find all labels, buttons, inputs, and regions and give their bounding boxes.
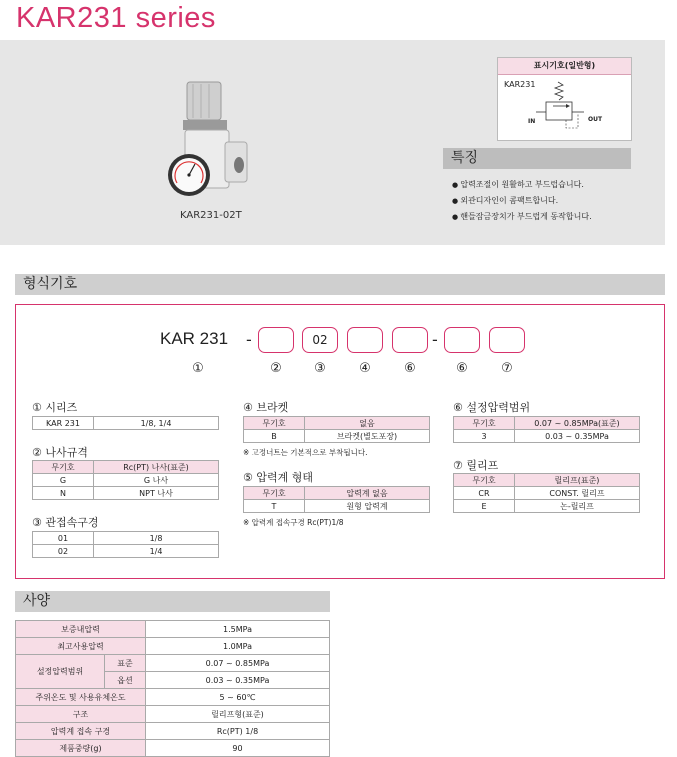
table-header-row xyxy=(244,487,430,500)
table-cell: 압력계 없음 xyxy=(305,487,430,500)
table-row xyxy=(16,621,330,638)
table-row xyxy=(33,487,219,500)
spec-table xyxy=(15,620,330,757)
table-cell: 없음 xyxy=(305,417,430,430)
table-row xyxy=(16,740,330,757)
spec-label: 주위온도 및 사용유체온도 xyxy=(16,689,146,706)
model-prefix: KAR 231 xyxy=(160,329,229,348)
model-slot-port: 02 xyxy=(302,327,338,353)
symbol-model: KAR231 xyxy=(504,80,536,89)
table-cell: 무기호 xyxy=(33,461,94,474)
table-row xyxy=(454,430,640,443)
spec-label: 보증내압력 xyxy=(16,621,146,638)
feature-item: ● 핸들잠금장치가 부드럽게 동작합니다. xyxy=(452,209,592,225)
table-row xyxy=(454,500,640,513)
table-cell: T xyxy=(244,500,305,513)
relief-table xyxy=(453,473,640,513)
feature-item: ● 외관디자인이 콤팩트합니다. xyxy=(452,193,592,209)
spec-label: 설정압력범위 xyxy=(16,655,105,689)
product-caption: KAR231-02T xyxy=(180,210,242,221)
table-row xyxy=(16,723,330,740)
spec-value: 0.07 ~ 0.85MPa xyxy=(146,655,330,672)
table-row xyxy=(33,474,219,487)
table-row xyxy=(33,545,219,558)
thread-title: ② 나사규격 xyxy=(32,446,88,459)
table-cell: 3 xyxy=(454,430,515,443)
spec-label: 압력계 접속 구경 xyxy=(16,723,146,740)
table-header-row xyxy=(454,474,640,487)
gauge-title: ⑤ 압력계 형태 xyxy=(243,471,313,484)
table-cell: B xyxy=(244,430,305,443)
spec-label: 최고사용압력 xyxy=(16,638,146,655)
table-row xyxy=(33,532,219,545)
model-slot-range xyxy=(444,327,480,353)
table-cell: CR xyxy=(454,487,515,500)
table-cell: E xyxy=(454,500,515,513)
table-row xyxy=(33,417,219,430)
table-cell: 01 xyxy=(33,532,94,545)
table-cell: 원형 압력계 xyxy=(305,500,430,513)
table-cell: 논-릴리프 xyxy=(515,500,640,513)
code-number: ④ xyxy=(359,361,371,376)
table-cell: CONST. 릴리프 xyxy=(515,487,640,500)
gauge-table xyxy=(243,486,430,513)
model-dash: - xyxy=(432,330,438,349)
features-title: 특징 xyxy=(443,148,631,169)
symbol-box xyxy=(497,57,632,141)
table-cell: G xyxy=(33,474,94,487)
features-list xyxy=(452,177,592,225)
port-title: ③ 관접속구경 xyxy=(32,516,99,529)
table-header-row xyxy=(33,461,219,474)
code-number: ② xyxy=(270,361,282,376)
table-cell: 1/8 xyxy=(94,532,219,545)
code-number: ③ xyxy=(314,361,326,376)
table-cell: N xyxy=(33,487,94,500)
table-cell: 무기호 xyxy=(244,417,305,430)
table-cell: 무기호 xyxy=(454,417,515,430)
table-row xyxy=(16,655,330,672)
table-cell: 브라켓(별도포장) xyxy=(305,430,430,443)
series-title: ① 시리즈 xyxy=(32,401,78,414)
spec-value: 릴리프형(표준) xyxy=(146,706,330,723)
table-cell: 1/4 xyxy=(94,545,219,558)
symbol-out-label: OUT xyxy=(588,116,603,123)
table-row xyxy=(454,487,640,500)
spec-value: Rc(PT) 1/8 xyxy=(146,723,330,740)
model-dash: - xyxy=(246,330,252,349)
regulator-symbol-icon xyxy=(536,80,628,136)
spec-sublabel: 옵션 xyxy=(105,672,146,689)
table-row xyxy=(16,706,330,723)
spec-sublabel: 표준 xyxy=(105,655,146,672)
feature-item: ● 압력조절이 원활하고 부드럽습니다. xyxy=(452,177,592,193)
spec-title: 사양 xyxy=(15,591,330,612)
table-cell: 무기호 xyxy=(454,474,515,487)
model-slot-relief xyxy=(489,327,525,353)
model-code-title: 형식기호 xyxy=(15,274,665,295)
table-header-row xyxy=(454,417,640,430)
table-cell: 0.03 ~ 0.35MPa xyxy=(515,430,640,443)
table-cell: NPT 나사 xyxy=(94,487,219,500)
table-cell: 릴리프(표준) xyxy=(515,474,640,487)
table-cell: 무기호 xyxy=(244,487,305,500)
pressure-range-title: ⑥ 설정압력범위 xyxy=(453,401,531,414)
code-number: ⑥ xyxy=(456,361,468,376)
thread-table xyxy=(32,460,219,500)
gauge-note: ※ 압력계 접속구경 Rc(PT)1/8 xyxy=(243,518,344,527)
model-slot-series xyxy=(258,327,294,353)
table-header-row xyxy=(244,417,430,430)
code-number: ⑦ xyxy=(501,361,513,376)
pressure-range-table xyxy=(453,416,640,443)
spec-label: 제품중량(g) xyxy=(16,740,146,757)
table-row xyxy=(244,500,430,513)
table-cell: 0.07 ~ 0.85MPa(표준) xyxy=(515,417,640,430)
table-row xyxy=(16,638,330,655)
symbol-header: 표시기호(일반형) xyxy=(498,58,631,75)
bracket-table xyxy=(243,416,430,443)
spec-value: 1.0MPa xyxy=(146,638,330,655)
code-number: ⑥ xyxy=(404,361,416,376)
code-number: ① xyxy=(192,361,204,376)
spec-value: 1.5MPa xyxy=(146,621,330,638)
model-slot-bracket xyxy=(347,327,383,353)
table-cell: 1/8, 1/4 xyxy=(94,417,219,430)
table-row xyxy=(16,689,330,706)
series-table xyxy=(32,416,219,430)
spec-value: 90 xyxy=(146,740,330,757)
spec-value: 5 ~ 60℃ xyxy=(146,689,330,706)
spec-label: 구조 xyxy=(16,706,146,723)
product-image xyxy=(165,80,260,205)
table-cell: KAR 231 xyxy=(33,417,94,430)
model-slot-gauge xyxy=(392,327,428,353)
port-table xyxy=(32,531,219,558)
relief-title: ⑦ 릴리프 xyxy=(453,459,499,472)
table-cell: G 나사 xyxy=(94,474,219,487)
spec-value: 0.03 ~ 0.35MPa xyxy=(146,672,330,689)
symbol-in-label: IN xyxy=(528,118,536,125)
page-title: KAR231 series xyxy=(16,2,216,34)
table-row xyxy=(244,430,430,443)
bracket-note: ※ 고정너트는 기본적으로 부착됩니다. xyxy=(243,448,368,457)
table-cell: 02 xyxy=(33,545,94,558)
bracket-title: ④ 브라켓 xyxy=(243,401,289,414)
table-cell: Rc(PT) 나사(표준) xyxy=(94,461,219,474)
